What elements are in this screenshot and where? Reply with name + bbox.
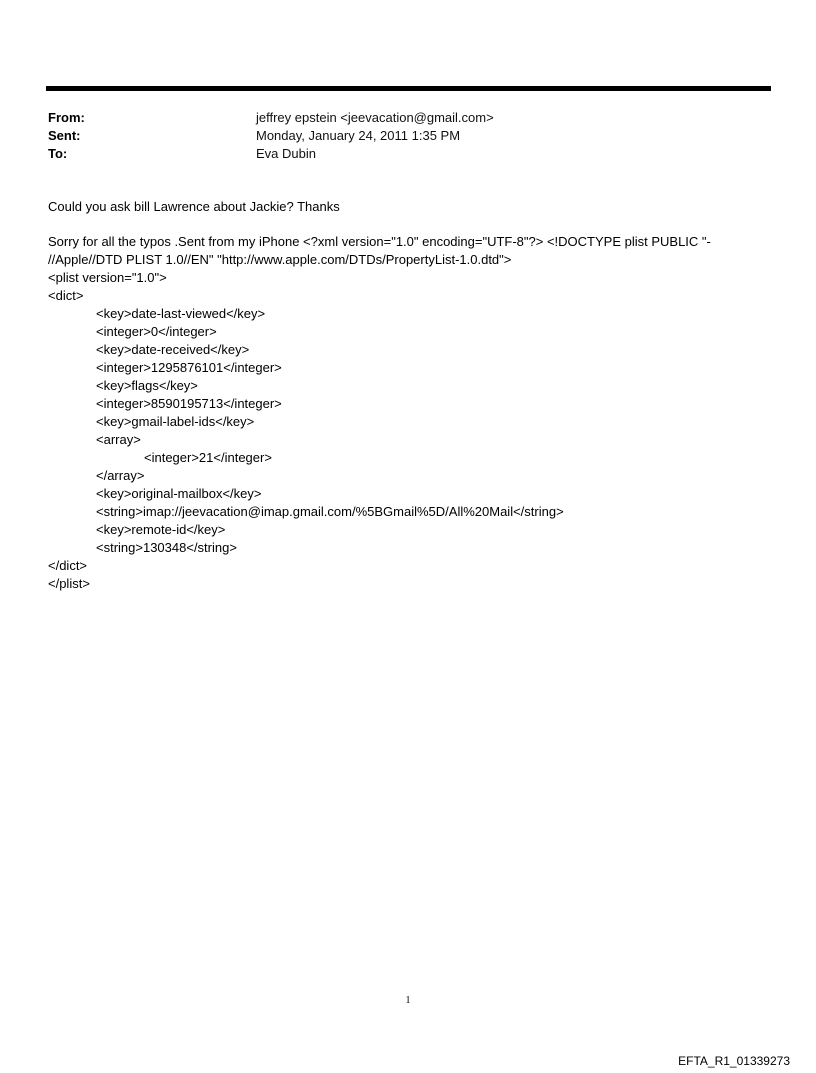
plist-key: <key>flags</key> [96,378,198,393]
to-row [48,145,748,163]
email-body [48,198,768,593]
plist-key: <key>remote-id</key> [96,522,226,537]
to-label: To: [48,146,68,161]
plist-open-tag: <plist version="1.0"> [48,270,167,285]
plist-value: <string>130348</string> [96,540,237,555]
bates-id: EFTA_R1_01339273 [678,1054,790,1068]
plist-key: <key>gmail-label-ids</key> [96,414,255,429]
plist-key: <key>original-mailbox</key> [96,486,262,501]
page-number: 1 [405,995,411,1006]
from-value: jeffrey epstein <jeevacation@gmail.com> [256,110,494,125]
from-label: From: [48,110,85,125]
header-divider [46,86,771,91]
message-line: Could you ask bill Lawrence about Jackie? Thanks [48,199,340,214]
array-open-tag: <array> [96,432,141,447]
plist-key: <key>date-last-viewed</key> [96,306,266,321]
signature-line: Sorry for all the typos .Sent from my iPhone <?xml version="1.0" encoding="UTF-8"?> <!DOCTYPE plist PUBLIC "- [48,234,711,249]
plist-value: <string>imap://jeevacation@imap.gmail.com/%5BGmail%5D/All%20Mail</string> [96,504,564,519]
array-item: <integer>21</integer> [144,450,272,465]
plist-close-tag: </plist> [48,576,90,591]
sent-label: Sent: [48,128,81,143]
paragraph-gap [48,216,768,233]
sent-value: Monday, January 24, 2011 1:35 PM [256,128,461,143]
email-header [48,109,748,163]
sent-row [48,127,748,145]
plist-value: <integer>0</integer> [96,324,217,339]
to-value: Eva Dubin [256,146,316,161]
plist-value: <integer>8590195713</integer> [96,396,282,411]
plist-key: <key>date-received</key> [96,342,250,357]
signature-line: //Apple//DTD PLIST 1.0//EN" "http://www.apple.com/DTDs/PropertyList-1.0.dtd"> [48,252,512,267]
array-close-tag: </array> [96,468,145,483]
from-row [48,109,748,127]
dict-close-tag: </dict> [48,558,88,573]
dict-open-tag: <dict> [48,288,84,303]
plist-value: <integer>1295876101</integer> [96,360,282,375]
